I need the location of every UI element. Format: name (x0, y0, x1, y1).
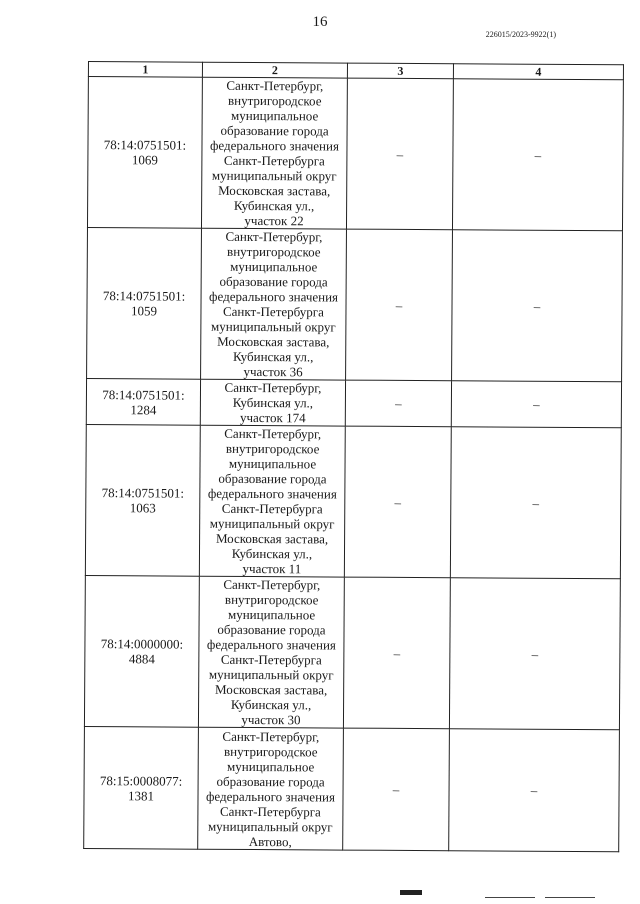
column-header-4: 4 (453, 64, 623, 80)
land-plot-table (83, 61, 624, 852)
plot-address: Санкт-Петербург, внутригородское муниципальное образование города федерального значения Санкт-Петербурга муниципальный округ Московская застава, Кубинская ул., участок 11 (199, 425, 345, 577)
column-3-value: – (345, 380, 451, 427)
column-3-value: – (343, 577, 450, 729)
cadastral-number: 78:15:0008077: 1381 (84, 726, 199, 849)
column-3-value: – (344, 426, 451, 578)
column-4-value: – (449, 578, 620, 730)
column-4-value: – (449, 729, 620, 852)
column-4-value: – (452, 230, 623, 382)
cadastral-number: 78:14:0751501: 1059 (87, 227, 202, 379)
table-row (84, 575, 620, 729)
cadastral-number: 78:14:0751501: 1069 (87, 77, 202, 229)
page-number: 16 (312, 14, 328, 30)
plot-address: Санкт-Петербург, внутригородское муниципальное образование города федерального значения Санкт-Петербурга муниципальный округ Московская застава, Кубинская ул., участок 30 (198, 576, 344, 728)
plot-address: Санкт-Петербург, внутригородское муниципальное образование города федерального значения Санкт-Петербурга муниципальный округ Московская застава, Кубинская ул., участок 22 (201, 77, 347, 229)
table-row (86, 378, 621, 427)
column-header-3: 3 (347, 63, 453, 79)
column-3-value: – (346, 78, 453, 230)
table-row (84, 726, 620, 851)
scan-mark (485, 897, 535, 898)
document-reference: 226015/2023-9922(1) (485, 30, 556, 39)
column-3-value: – (343, 728, 450, 851)
plot-address: Санкт-Петербург, внутригородское муниципальное образование города федерального значения Санкт-Петербурга муниципальный округ Автово, (198, 727, 344, 850)
plot-address: Санкт-Петербург, внутригородское муниципальное образование города федерального значения Санкт-Петербурга муниципальный округ Московская застава, Кубинская ул., участок 36 (201, 228, 347, 380)
cadastral-number: 78:14:0000000: 4884 (84, 575, 199, 727)
cadastral-number: 78:14:0751501: 1284 (86, 378, 200, 425)
cadastral-number: 78:14:0751501: 1063 (85, 424, 200, 576)
column-4-value: – (452, 79, 623, 231)
plot-address: Санкт-Петербург, Кубинская ул., участок 174 (200, 379, 345, 426)
column-3-value: – (346, 229, 453, 381)
column-4-value: – (451, 381, 621, 428)
table-row (87, 77, 623, 231)
column-header-1: 1 (88, 62, 202, 78)
table-row (85, 424, 621, 578)
table-row (87, 227, 623, 381)
column-4-value: – (450, 427, 621, 579)
scan-mark (400, 890, 422, 895)
scan-mark (545, 897, 595, 898)
column-header-2: 2 (202, 62, 347, 78)
